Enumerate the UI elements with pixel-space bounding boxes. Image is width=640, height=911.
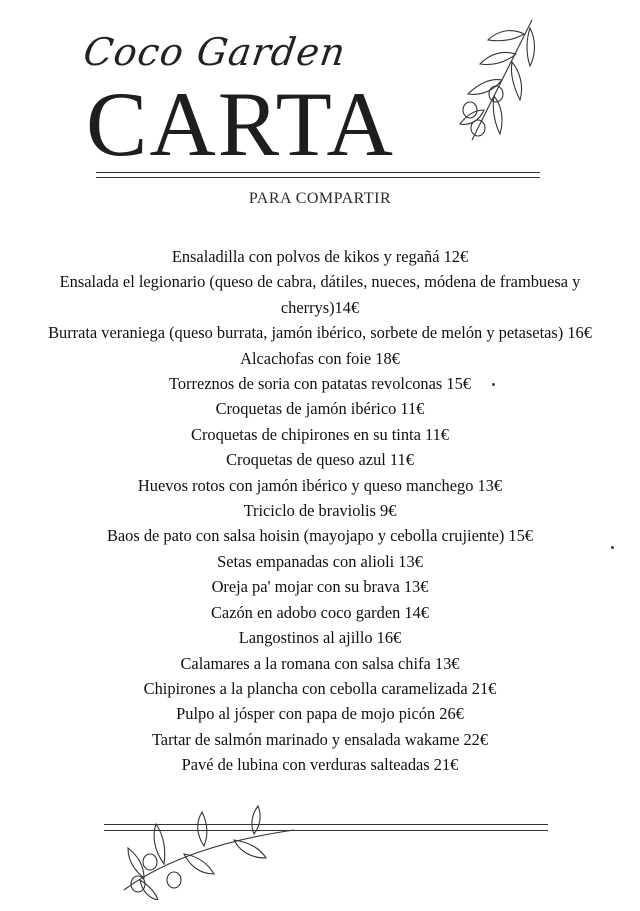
menu-item: Cazón en adobo coco garden 14€ <box>210 602 429 622</box>
menu-item: Burrata veraniega (queso burrata, jamón ibérico, sorbete de melón y petasetas) 16€ <box>48 323 592 343</box>
menu-item: Tartar de salmón marinado y ensalada wakame 22€ <box>151 729 489 749</box>
menu-item: Oreja pa' mojar con su brava 13€ <box>211 577 429 597</box>
menu-item: Langostinos al ajillo 16€ <box>238 628 402 648</box>
menu-item: Alcachofas con foie 18€ <box>240 348 400 368</box>
divider-top <box>96 172 540 173</box>
olive-branch-icon <box>104 800 304 900</box>
brand-name: Coco Garden <box>80 30 349 74</box>
divider-top-secondary <box>96 177 540 178</box>
menu-item: Pavé de lubina con verduras salteadas 21€ <box>181 755 459 775</box>
menu-item: Ensalada el legionario (queso de cabra, dátiles, nueces, módena de frambuesa y cherrys)14€ <box>59 272 581 317</box>
menu-item: Croquetas de chipirones en su tinta 11€ <box>191 424 449 444</box>
olive-branch-icon <box>432 10 552 160</box>
menu-item: Torreznos de soria con patatas revolconas 15€ <box>169 374 471 394</box>
menu-item: Baos de pato con salsa hoisin (mayojapo y cebolla crujiente) 15€ <box>106 526 534 546</box>
menu-item: Triciclo de braviolis 9€ <box>243 501 397 521</box>
ink-speck <box>611 546 614 549</box>
ink-speck <box>492 383 495 386</box>
menu-item: Croquetas de jamón ibérico 11€ <box>215 399 425 419</box>
menu-list <box>40 244 600 778</box>
section-title: PARA COMPARTIR <box>248 190 392 207</box>
menu-item: Pulpo al jósper con papa de mojo picón 26€ <box>176 704 464 724</box>
menu-item: Calamares a la romana con salsa chifa 13€ <box>180 653 460 673</box>
page-title: CARTA <box>86 73 395 175</box>
menu-item: Croquetas de queso azul 11€ <box>226 450 414 470</box>
menu-item: Ensaladilla con polvos de kikos y regañá 12€ <box>171 247 469 266</box>
menu-item: Setas empanadas con alioli 13€ <box>217 551 423 571</box>
menu-item: Chipirones a la plancha con cebolla caramelizada 21€ <box>143 678 497 698</box>
menu-item: Huevos rotos con jamón ibérico y queso manchego 13€ <box>137 475 503 495</box>
